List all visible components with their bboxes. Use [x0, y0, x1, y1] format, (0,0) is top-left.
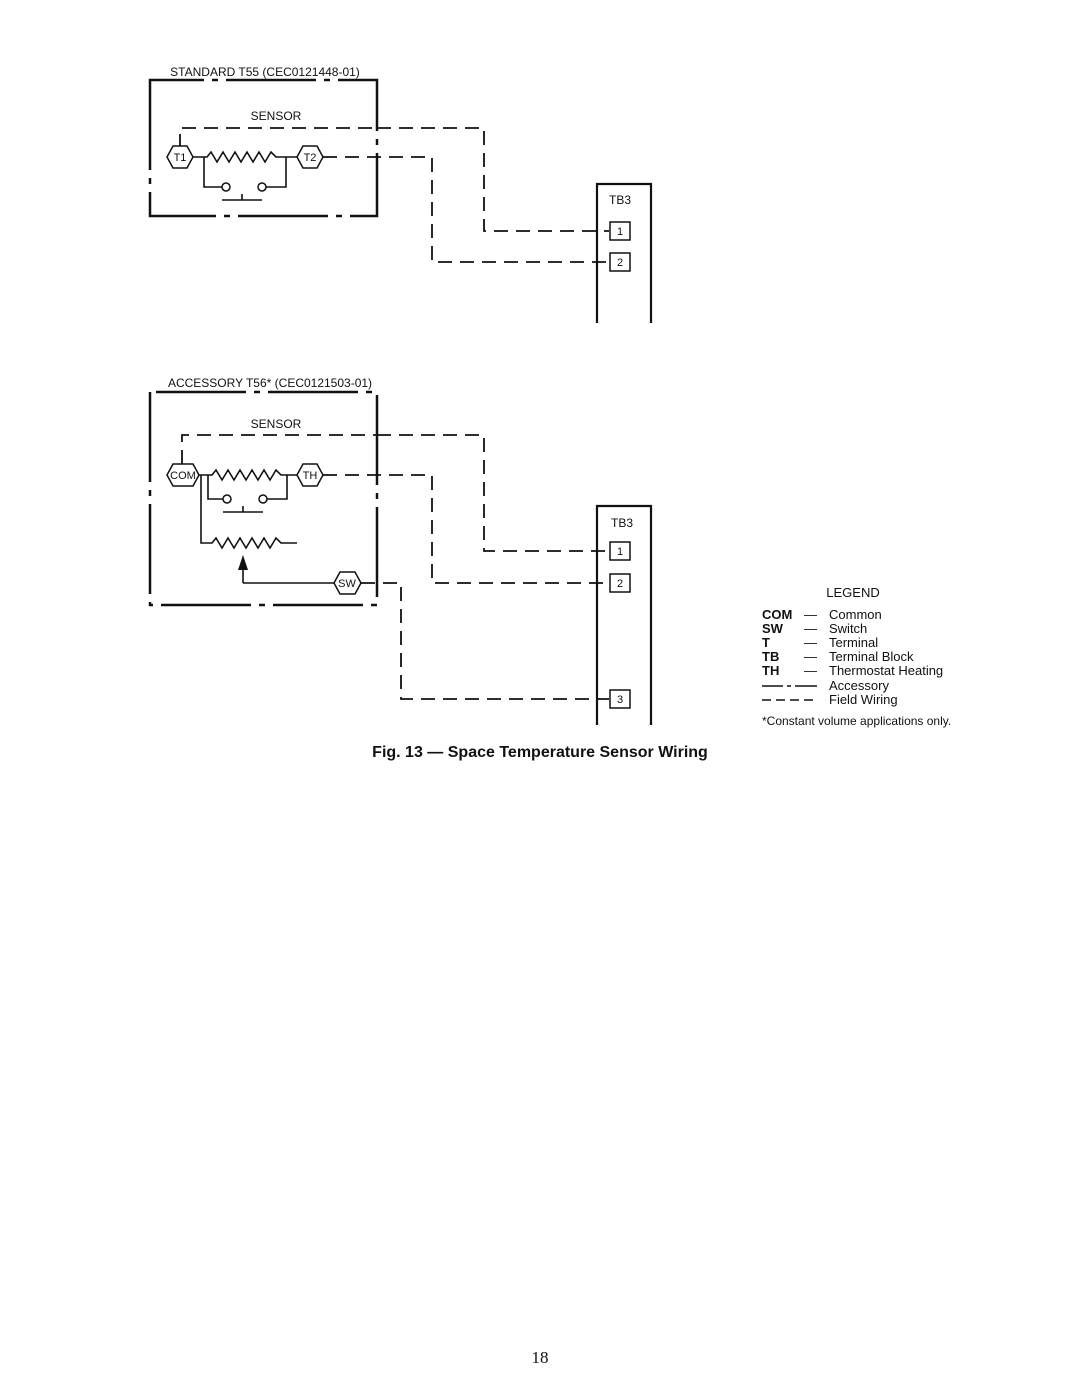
t2-label: T2	[303, 152, 317, 164]
th-label: TH	[302, 470, 318, 482]
tb3-top	[597, 184, 651, 323]
accessory-resistor	[199, 470, 297, 480]
sw-label: SW	[338, 578, 356, 590]
accessory-field-wiring	[323, 435, 609, 699]
legend-dash-com: —	[804, 607, 817, 622]
com-label: COM	[170, 470, 196, 482]
wiper-arrow	[238, 555, 248, 570]
accessory-switch-contact-right	[259, 495, 267, 503]
wire-to-tb3b-1	[377, 435, 609, 551]
legend-desc-sw: Switch	[829, 621, 868, 636]
standard-switch-button	[222, 194, 262, 200]
legend-dash-th: —	[804, 663, 817, 678]
tb3-bottom-terminal-1-label: 1	[616, 546, 624, 558]
standard-title: STANDARD T55 (CEC0121448-01)	[170, 65, 360, 79]
accessory-sensor-block	[150, 376, 377, 605]
standard-sensor-block	[150, 65, 377, 216]
wire-to-tb3-2	[323, 157, 609, 262]
tb3-bottom-terminal-2-label: 2	[616, 578, 624, 590]
accessory-switch-contact-left	[223, 495, 231, 503]
tb3-bottom	[597, 506, 651, 725]
legend-footnote: *Constant volume applications only.	[762, 714, 952, 728]
wire-to-tb3b-3	[361, 583, 609, 699]
legend	[762, 585, 951, 728]
tb3-bottom-terminal-3-label: 3	[616, 694, 624, 706]
tb3-top-label: TB3	[608, 193, 632, 207]
accessory-internal-wire	[182, 435, 377, 464]
legend-abbr-com: COM	[762, 607, 793, 622]
figure-caption: Fig. 13 — Space Temperature Sensor Wiring	[372, 744, 708, 761]
accessory-switch-button	[223, 506, 263, 512]
t1-label: T1	[173, 152, 187, 164]
wire-to-tb3b-2	[323, 475, 609, 583]
legend-abbr-sw: SW	[762, 621, 783, 636]
legend-dash-sw: —	[804, 621, 817, 636]
legend-abbr-th: TH	[762, 663, 780, 678]
legend-abbr-t: T	[762, 635, 770, 650]
accessory-sensor-label: SENSOR	[250, 417, 302, 431]
legend-title: LEGEND	[826, 585, 880, 600]
legend-desc-field-wiring: Field Wiring	[829, 692, 898, 707]
tb3-bottom-label: TB3	[610, 516, 634, 530]
page-number: 18	[531, 1348, 549, 1367]
standard-switch-contact-right	[258, 183, 266, 191]
legend-desc-tb: Terminal Block	[829, 649, 914, 664]
standard-field-wiring	[323, 128, 609, 262]
tb3-top-terminal-1-label: 1	[616, 226, 624, 238]
accessory-title: ACCESSORY T56* (CEC0121503-01)	[167, 376, 373, 390]
tb3-top-terminal-2-label: 2	[616, 257, 624, 269]
legend-dash-t: —	[804, 635, 817, 650]
legend-desc-com: Common	[829, 607, 882, 622]
standard-resistor	[193, 152, 297, 162]
legend-desc-th: Thermostat Heating	[829, 663, 944, 678]
standard-internal-wire	[180, 128, 377, 148]
legend-dash-tb: —	[804, 649, 817, 664]
legend-desc-t: Terminal	[829, 635, 879, 650]
legend-desc-accessory: Accessory	[829, 678, 889, 693]
wire-to-tb3-1	[377, 128, 609, 231]
legend-abbr-tb: TB	[762, 649, 780, 664]
standard-sensor-label: SENSOR	[250, 109, 302, 123]
standard-switch-contact-left	[222, 183, 230, 191]
